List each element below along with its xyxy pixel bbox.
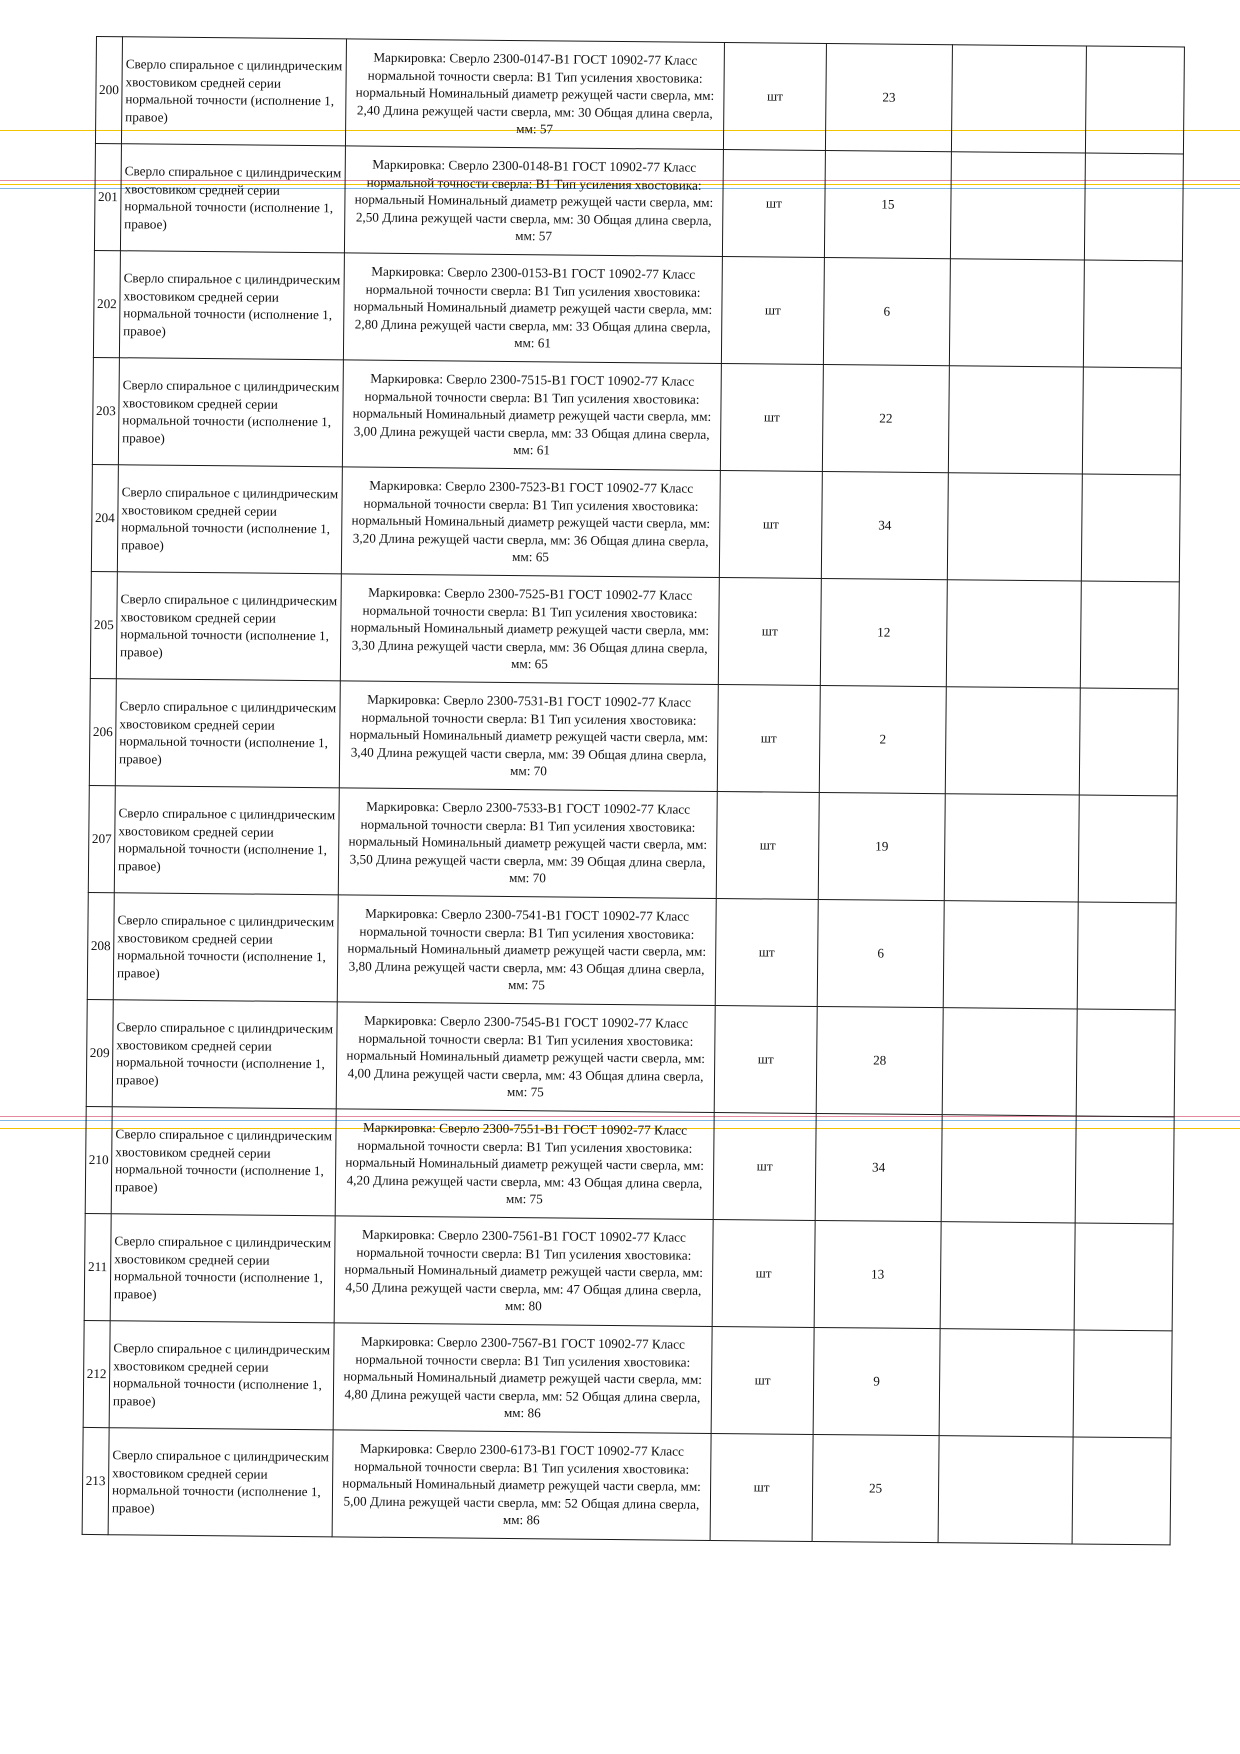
item-quantity: 34 xyxy=(815,1113,942,1221)
table-row xyxy=(90,571,1179,688)
table-row xyxy=(88,785,1177,902)
row-number: 207 xyxy=(88,785,115,892)
item-name: Сверло спиральное с цилиндрическим хвостовиком средней серии нормальной точности (исполнение 1, правое) xyxy=(119,251,344,360)
item-unit: шт xyxy=(720,364,823,472)
empty-cell xyxy=(941,1115,1076,1223)
item-unit: шт xyxy=(716,791,819,899)
item-quantity: 12 xyxy=(820,578,947,686)
empty-cell xyxy=(938,1436,1073,1544)
item-name: Сверло спиральное с цилиндрическим хвостовиком средней серии нормальной точности (исполнение 1, правое) xyxy=(121,37,346,146)
item-quantity: 19 xyxy=(818,792,945,900)
empty-cell xyxy=(1083,260,1182,368)
empty-cell xyxy=(1075,1116,1174,1224)
item-unit: шт xyxy=(712,1219,815,1327)
item-name: Сверло спиральное с цилиндрическим хвостовиком средней серии нормальной точности (исполнение 1, правое) xyxy=(116,572,341,681)
table-row xyxy=(92,357,1181,474)
item-name: Сверло спиральное с цилиндрическим хвостовиком средней серии нормальной точности (исполнение 1, правое) xyxy=(114,786,339,895)
table-row xyxy=(84,1213,1173,1330)
empty-cell xyxy=(1085,46,1184,154)
item-name: Сверло спиральное с цилиндрическим хвостовиком средней серии нормальной точности (исполнение 1, правое) xyxy=(110,1214,335,1323)
item-unit: шт xyxy=(714,1005,817,1113)
row-number: 206 xyxy=(89,678,116,785)
empty-cell xyxy=(944,794,1079,902)
item-name: Сверло спиральное с цилиндрическим хвостовиком средней серии нормальной точности (исполнение 1, правое) xyxy=(112,1000,337,1109)
empty-cell xyxy=(1079,688,1178,796)
empty-cell xyxy=(951,45,1086,153)
item-name: Сверло спиральное с цилиндрическим хвостовиком средней серии нормальной точности (исполнение 1, правое) xyxy=(118,358,343,467)
table-row xyxy=(87,892,1176,1009)
table-row xyxy=(86,999,1175,1116)
table-row xyxy=(82,1427,1171,1544)
item-unit: шт xyxy=(715,898,818,1006)
item-unit: шт xyxy=(710,1433,813,1541)
item-description: Маркировка: Сверло 2300-7567-B1 ГОСТ 10902-77 Класс нормальной точности сверла: В1 Тип усиления хвостовика: нормальный Номинальный диаметр режущей части сверла, мм: 4,80 Длина режущей части сверла, мм: 52 Общая длина сверла, мм: 86 xyxy=(333,1323,712,1434)
row-number: 203 xyxy=(92,357,119,464)
empty-cell xyxy=(1074,1223,1173,1331)
empty-cell xyxy=(1082,367,1181,475)
table-row xyxy=(89,678,1178,795)
empty-cell xyxy=(943,901,1078,1009)
empty-cell xyxy=(946,580,1081,688)
row-number: 205 xyxy=(90,571,117,678)
table-row xyxy=(94,143,1183,260)
item-quantity: 15 xyxy=(824,151,951,259)
empty-cell xyxy=(1084,153,1183,261)
empty-cell xyxy=(939,1329,1074,1437)
item-name: Сверло спиральное с цилиндрическим хвостовиком средней серии нормальной точности (исполнение 1, правое) xyxy=(109,1321,334,1430)
row-number: 213 xyxy=(82,1427,109,1534)
empty-cell xyxy=(948,366,1083,474)
item-unit: шт xyxy=(721,257,824,365)
item-quantity: 6 xyxy=(817,899,944,1007)
empty-cell xyxy=(1080,581,1179,689)
item-quantity: 9 xyxy=(813,1327,940,1435)
item-description: Маркировка: Сверло 2300-7551-B1 ГОСТ 10902-77 Класс нормальной точности сверла: В1 Тип усиления хвостовика: нормальный Номинальный диаметр режущей части сверла, мм: 4,20 Длина режущей части сверла, мм: 43 Общая длина сверла, мм: 75 xyxy=(335,1109,714,1220)
row-number: 210 xyxy=(85,1106,112,1213)
item-quantity: 2 xyxy=(819,685,946,793)
item-unit: шт xyxy=(713,1112,816,1220)
empty-cell xyxy=(1076,1009,1175,1117)
item-description: Маркировка: Сверло 2300-7545-B1 ГОСТ 10902-77 Класс нормальной точности сверла: В1 Тип усиления хвостовика: нормальный Номинальный диаметр режущей части сверла, мм: 4,00 Длина режущей части сверла, мм: 43 Общая длина сверла, мм: 75 xyxy=(336,1002,715,1113)
table-row xyxy=(95,37,1184,154)
item-description: Маркировка: Сверло 2300-7523-B1 ГОСТ 10902-77 Класс нормальной точности сверла: В1 Тип усиления хвостовика: нормальный Номинальный диаметр режущей части сверла, мм: 3,20 Длина режущей части сверла, мм: 36 Общая длина сверла, мм: 65 xyxy=(341,467,720,578)
item-description: Маркировка: Сверло 2300-7561-B1 ГОСТ 10902-77 Класс нормальной точности сверла: В1 Тип усиления хвостовика: нормальный Номинальный диаметр режущей части сверла, мм: 4,50 Длина режущей части сверла, мм: 47 Общая длина сверла, мм: 80 xyxy=(334,1216,713,1327)
item-description: Маркировка: Сверло 2300-7531-B1 ГОСТ 10902-77 Класс нормальной точности сверла: В1 Тип усиления хвостовика: нормальный Номинальный диаметр режущей части сверла, мм: 3,40 Длина режущей части сверла, мм: 39 Общая длина сверла, мм: 70 xyxy=(339,681,718,792)
empty-cell xyxy=(1078,795,1177,903)
row-number: 202 xyxy=(93,250,120,357)
item-quantity: 28 xyxy=(816,1006,943,1114)
item-unit: шт xyxy=(717,685,820,793)
specification-table-body xyxy=(82,37,1184,1545)
empty-cell xyxy=(940,1222,1075,1330)
item-description: Маркировка: Сверло 2300-7533-B1 ГОСТ 10902-77 Класс нормальной точности сверла: В1 Тип усиления хвостовика: нормальный Номинальный диаметр режущей части сверла, мм: 3,50 Длина режущей части сверла, мм: 39 Общая длина сверла, мм: 70 xyxy=(338,788,717,899)
item-unit: шт xyxy=(711,1326,814,1434)
item-description: Маркировка: Сверло 2300-7515-B1 ГОСТ 10902-77 Класс нормальной точности сверла: В1 Тип усиления хвостовика: нормальный Номинальный диаметр режущей части сверла, мм: 3,00 Длина режущей части сверла, мм: 33 Общая длина сверла, мм: 61 xyxy=(342,360,721,471)
table-row xyxy=(93,250,1182,367)
row-number: 201 xyxy=(94,143,121,250)
empty-cell xyxy=(942,1008,1077,1116)
empty-cell xyxy=(950,152,1085,260)
row-number: 209 xyxy=(86,999,113,1106)
item-description: Маркировка: Сверло 2300-0147-B1 ГОСТ 10902-77 Класс нормальной точности сверла: В1 Тип усиления хвостовика: нормальный Номинальный диаметр режущей части сверла, мм: 2,40 Длина режущей части сверла, мм: 30 Общая длина сверла, мм: 57 xyxy=(345,39,724,150)
row-number: 208 xyxy=(87,892,114,999)
item-description: Маркировка: Сверло 2300-7541-B1 ГОСТ 10902-77 Класс нормальной точности сверла: В1 Тип усиления хвостовика: нормальный Номинальный диаметр режущей части сверла, мм: 3,80 Длина режущей части сверла, мм: 43 Общая длина сверла, мм: 75 xyxy=(337,895,716,1006)
empty-cell xyxy=(1072,1437,1171,1545)
item-quantity: 23 xyxy=(825,44,952,152)
item-name: Сверло спиральное с цилиндрическим хвостовиком средней серии нормальной точности (исполнение 1, правое) xyxy=(120,144,345,253)
item-name: Сверло спиральное с цилиндрическим хвостовиком средней серии нормальной точности (исполнение 1, правое) xyxy=(115,679,340,788)
empty-cell xyxy=(949,259,1084,367)
item-unit: шт xyxy=(718,578,821,686)
item-unit: шт xyxy=(723,43,826,151)
row-number: 212 xyxy=(83,1320,110,1427)
empty-cell xyxy=(1077,902,1176,1010)
specification-table xyxy=(82,36,1185,1545)
item-quantity: 6 xyxy=(823,258,950,366)
row-number: 211 xyxy=(84,1213,111,1320)
item-description: Маркировка: Сверло 2300-0148-B1 ГОСТ 10902-77 Класс нормальной точности сверла: В1 Тип усиления хвостовика: нормальный Номинальный диаметр режущей части сверла, мм: 2,50 Длина режущей части сверла, мм: 30 Общая длина сверла, мм: 57 xyxy=(344,146,723,257)
empty-cell xyxy=(947,473,1082,581)
item-name: Сверло спиральное с цилиндрическим хвостовиком средней серии нормальной точности (исполнение 1, правое) xyxy=(111,1107,336,1216)
item-quantity: 22 xyxy=(822,364,949,472)
table-row xyxy=(91,464,1180,581)
empty-cell xyxy=(1081,474,1180,582)
table-row xyxy=(85,1106,1174,1223)
item-description: Маркировка: Сверло 2300-6173-B1 ГОСТ 10902-77 Класс нормальной точности сверла: В1 Тип усиления хвостовика: нормальный Номинальный диаметр режущей части сверла, мм: 5,00 Длина режущей части сверла, мм: 52 Общая длина сверла, мм: 86 xyxy=(332,1430,711,1541)
row-number: 204 xyxy=(91,464,118,571)
table-row xyxy=(83,1320,1172,1437)
empty-cell xyxy=(1073,1330,1172,1438)
item-quantity: 25 xyxy=(812,1434,939,1542)
item-quantity: 34 xyxy=(821,471,948,579)
row-number: 200 xyxy=(95,37,122,144)
item-name: Сверло спиральное с цилиндрическим хвостовиком средней серии нормальной точности (исполнение 1, правое) xyxy=(117,465,342,574)
item-description: Маркировка: Сверло 2300-0153-B1 ГОСТ 10902-77 Класс нормальной точности сверла: В1 Тип усиления хвостовика: нормальный Номинальный диаметр режущей части сверла, мм: 2,80 Длина режущей части сверла, мм: 33 Общая длина сверла, мм: 61 xyxy=(343,253,722,364)
item-name: Сверло спиральное с цилиндрическим хвостовиком средней серии нормальной точности (исполнение 1, правое) xyxy=(108,1428,333,1537)
item-unit: шт xyxy=(722,150,825,258)
empty-cell xyxy=(945,687,1080,795)
item-name: Сверло спиральное с цилиндрическим хвостовиком средней серии нормальной точности (исполнение 1, правое) xyxy=(113,893,338,1002)
item-quantity: 13 xyxy=(814,1220,941,1328)
item-unit: шт xyxy=(719,471,822,579)
item-description: Маркировка: Сверло 2300-7525-B1 ГОСТ 10902-77 Класс нормальной точности сверла: В1 Тип усиления хвостовика: нормальный Номинальный диаметр режущей части сверла, мм: 3,30 Длина режущей части сверла, мм: 36 Общая длина сверла, мм: 65 xyxy=(340,574,719,685)
